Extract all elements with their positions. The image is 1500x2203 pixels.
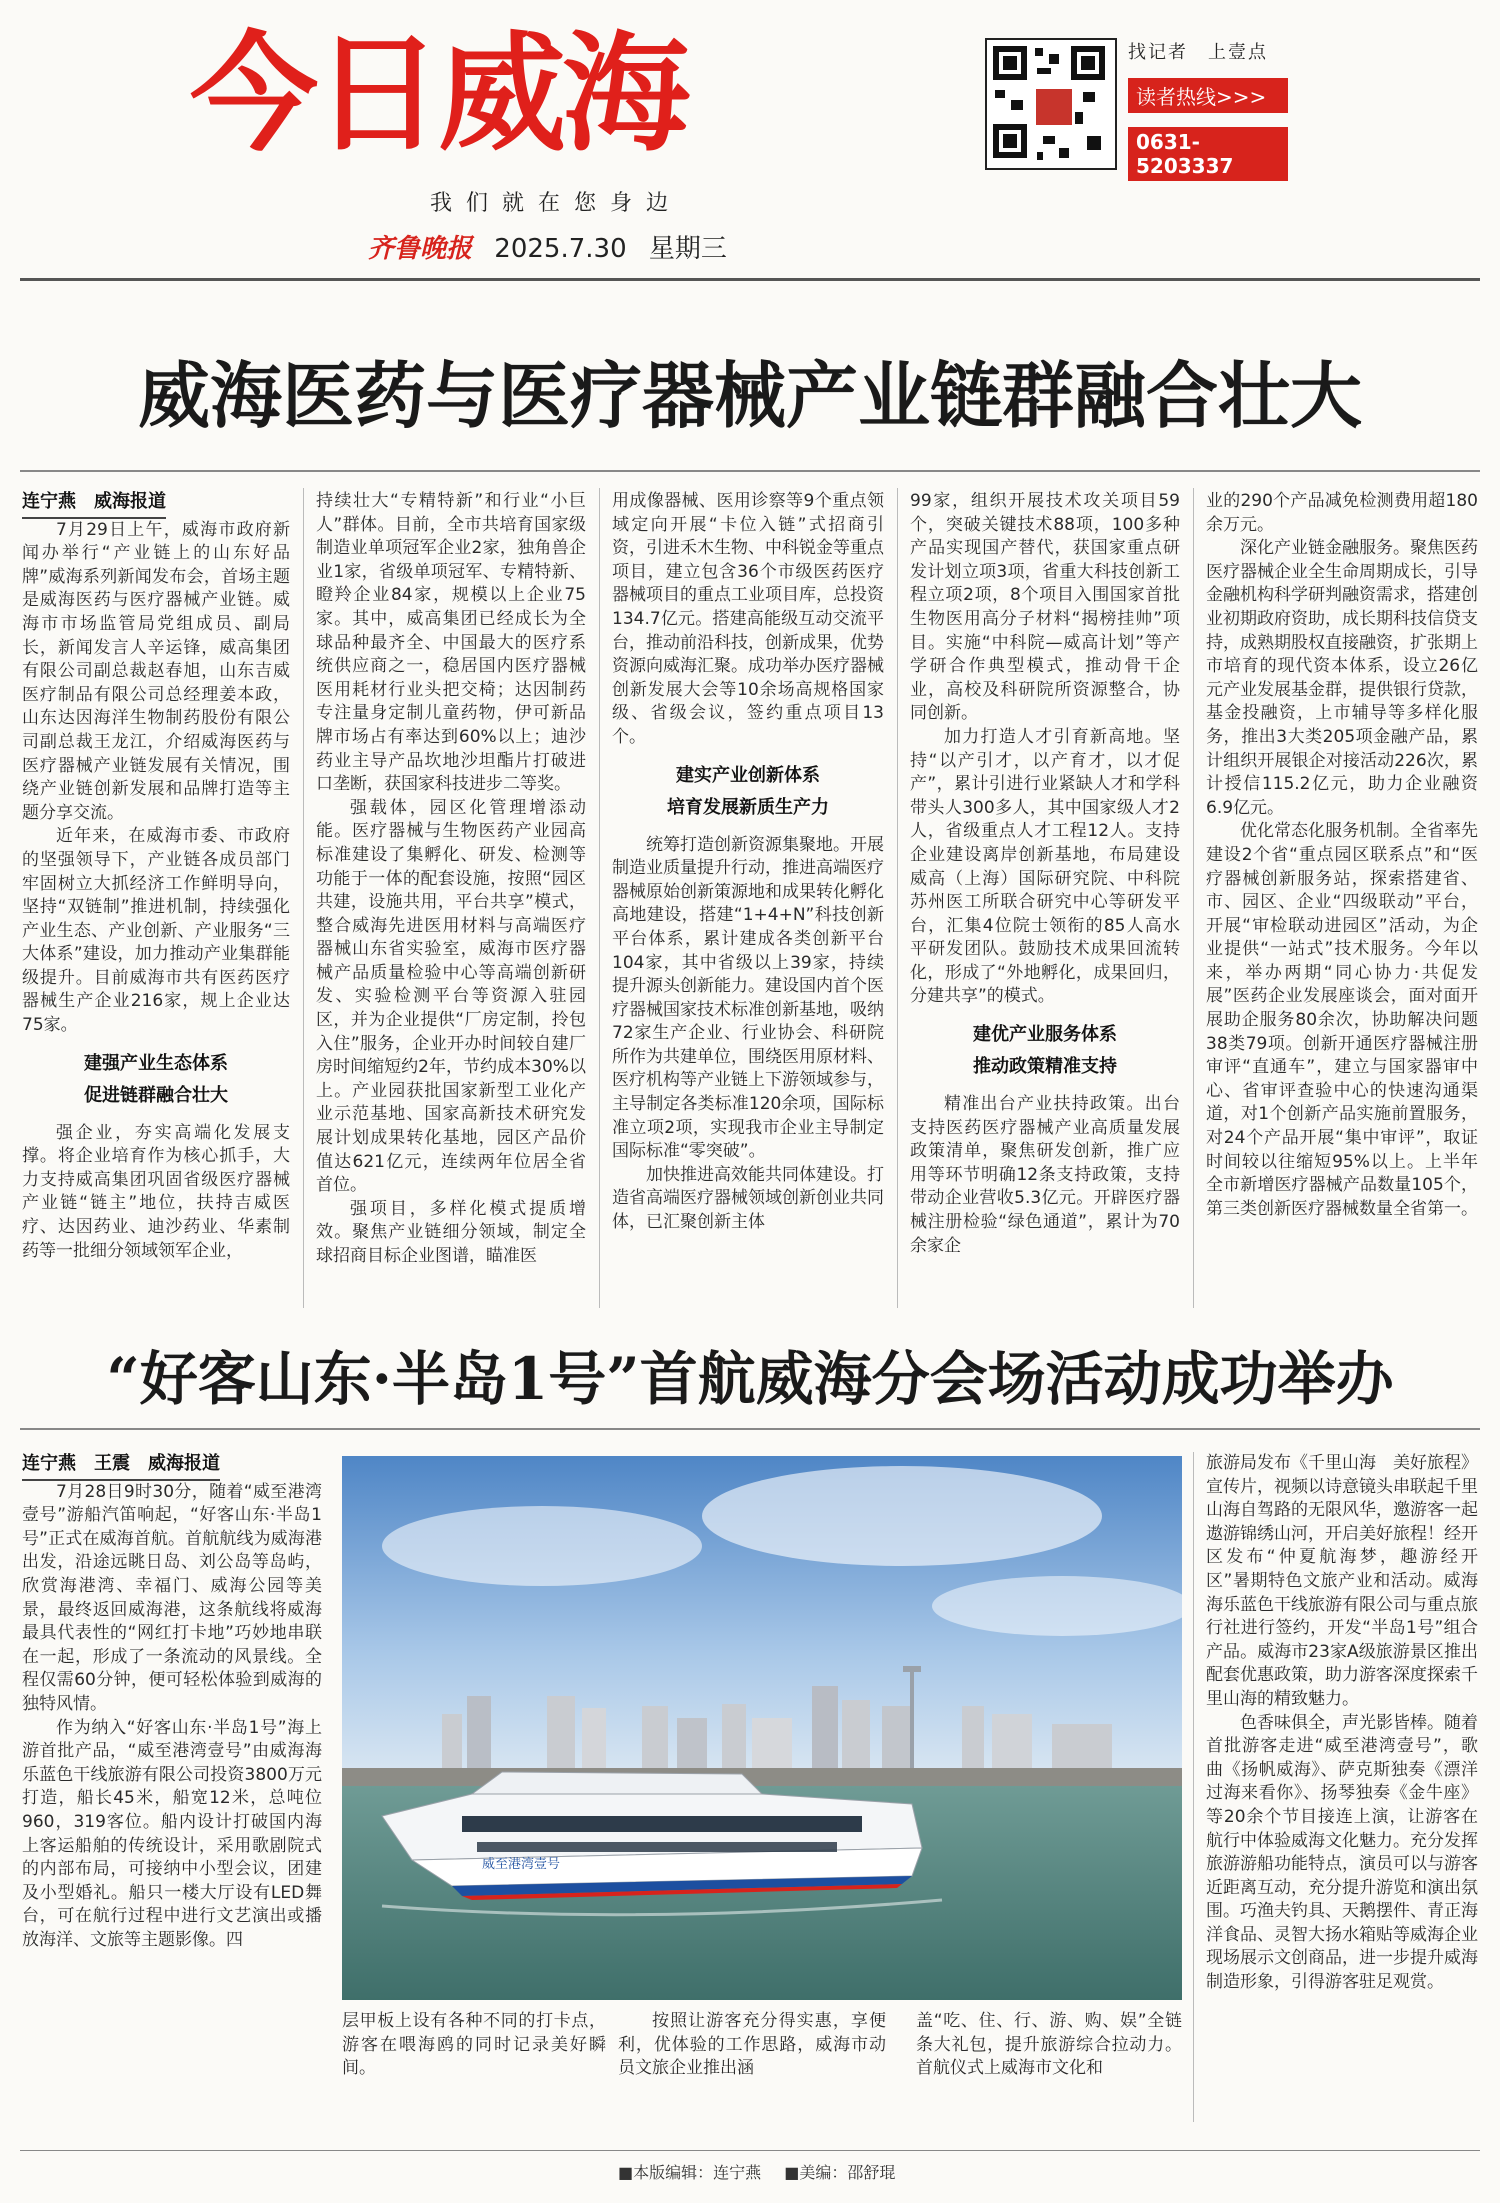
article1-byline: 连宁燕 威海报道	[22, 490, 166, 519]
article1-paragraph: 优化常态化服务机制。全省率先建设2个省“重点园区联系点”和“医疗器械创新服务站，探索搭建省、市、园区、企业“四级联动”平台，开展“审检联动进园区”活动，为企业提供“一站式”技术服务。今年以来，举办两期“同心协力·共促发展”医药企业发展座谈会，面对面开展助企服务80余次，协助解决问题38类79项。创新开通医疗器械注册审评“直通车”，建立与国家器审中心、省审评查验中心的快速沟通渠道，对1个创新产品实施前置服务，对24个产品开展“集中审评”，取证时间较以往缩短95%以上。上半年全市新增医疗器械产品数量105个，第三类创新医疗器械数量全省第一。	[1206, 821, 1478, 1219]
page-credits	[618, 2160, 913, 2183]
article1-paragraph: 用成像器械、医用诊察等9个重点领域定向开展“卡位入链”式招商引资，引进禾木生物、中科锐金等重点项目，建立包含36个市级医药医疗器械项目的重点工业项目库，总投资134.7亿元。搭建高能级互动交流平台，推动前沿科技，创新成果，优势资源向威海汇聚。成功举办医疗器械创新发展大会等10余场高规格国家级、省级会议，签约重点项目13个。	[612, 491, 884, 747]
headline-divider	[20, 1428, 1480, 1430]
article2-paragraph: 7月28日9时30分，随着“威至港湾壹号”游船汽笛响起，“好客山东·半岛1号”正式在威海首航。首航航线为威海港出发，沿途远眺日岛、刘公岛等岛屿，欣赏海港湾、幸福门、威海公园等美景，最终返回威海港，这条航线将威海最具代表性的“网红打卡地”巧妙地串联在一起，形成了一条流动的风景线。全程仅需60分钟，便可轻松体验到威海的独特风情。	[22, 1481, 322, 1714]
article2-column-4	[916, 2010, 1182, 2130]
article2-column-3	[618, 2010, 886, 2130]
headline-divider	[20, 470, 1480, 472]
article2-byline: 连宁燕 王震 威海报道	[22, 1452, 220, 1481]
subhead-line: 促进链群融合壮大	[84, 1084, 228, 1106]
article1-column-5	[1206, 490, 1478, 1320]
article2-headline: “好客山东·半岛1号”首航威海分会场活动成功举办	[106, 1345, 1394, 1413]
article1-paragraph: 7月29日上午，威海市政府新闻办举行“产业链上的山东好品牌”威海系列新闻发布会，首场主题是威海医药与医疗器械产业链。威海市市场监管局党组成员、副局长，新闻发言人辛运锋，威高集团有限公司副总裁赵春旭，山东吉威医疗制品有限公司总经理姜本政，山东达因海洋生物制药股份有限公司副总裁王龙江，介绍威海医药与医疗器械产业链发展有关情况，围绕产业链创新发展和品牌打造等主题分享交流。	[22, 519, 290, 823]
article2-column-2	[342, 2010, 606, 2130]
article1-paragraph: 加快推进高效能共同体建设。打造省高端医疗器械领域创新创业共同体，已汇聚创新主体	[612, 1164, 884, 1233]
article1-paragraph: 精准出台产业扶持政策。出台支持医药医疗器械产业高质量发展政策清单，聚焦研发创新，推广应用等环节明确12条支持政策，支持带动企业营收5.3亿元。开辟医疗器械注册检验“绿色通道”，累计为70余家企	[910, 1094, 1180, 1256]
article2-column-1	[22, 1452, 322, 2124]
article2-paragraph: 层甲板上设有各种不同的打卡点，游客在喂海鸥的同时记录美好瞬间。	[342, 2011, 606, 2079]
footer-divider	[20, 2150, 1480, 2151]
contact-reporter-text: 找记者 上壹点	[1128, 42, 1268, 63]
subhead-line: 培育发展新质生产力	[667, 796, 829, 818]
article1-column-1	[22, 490, 290, 1320]
article1-paragraph: 近年来，在威海市委、市政府的坚强领导下，产业链各成员部门牢固树立大抓经济工作鲜明导向，坚持“双链制”推进机制，持续强化产业生态、产业创新、产业服务“三大体系”建设，加力推动产业集群能级提升。目前威海市共有医药医疗器械生产企业216家，规上企业达75家。	[22, 826, 290, 1036]
editor-credit: ■本版编辑：连宁燕	[618, 2163, 762, 2182]
article2-paragraph: 盖“吃、住、行、游、购、娱”全链条大礼包，提升旅游综合拉动力。首航仪式上威海市文化和	[916, 2011, 1182, 2079]
article1-subhead	[910, 1019, 1180, 1083]
article1-paragraph: 深化产业链金融服务。聚焦医药医疗器械企业全生命周期成长，引导金融机构科学研判融资需求，搭建创业初期政府资助，成长期科技信贷支持，成熟期股权直接融资，扩张期上市培育的现代资本体系，设立26亿元产业发展基金群，提供银行贷款，基金投融资，上市辅导等多样化服务，推出3大类205项金融产品，累计组织开展银企对接活动226次，累计授信115.2亿元，助力企业融资6.9亿元。	[1206, 538, 1478, 818]
column-divider	[599, 488, 600, 1308]
issue-date: 2025.7.30	[494, 234, 627, 264]
designer-credit: ■美编：邵舒琨	[784, 2163, 896, 2182]
article1-paragraph: 业的290个产品减免检测费用超180余万元。	[1206, 491, 1478, 535]
slogan: 我们就在您身边	[430, 191, 683, 216]
article1-paragraph: 强载体，园区化管理增添动能。医疗器械与生物医药产业园高标准建设了集孵化、研发、检测等功能于一体的配套设施，按照“园区共建，设施共用，平台共享”模式，整合威海先进医用材料与高端医疗器械山东省实验室，威海市医疗器械产品质量检验中心等高端创新研发、实验检测平台等资源入驻园区，并为企业提供“厂房定制，拎包入住”服务，企业开办时间较自建厂房时间缩短约2年，节约成本30%以上。产业园获批国家新型工业化产业示范基地、国家高新技术研究发展计划成果转化基地，园区产品价值达621亿元，连续两年位居全省首位。	[316, 797, 586, 1196]
column-divider	[1193, 1452, 1194, 2122]
subhead-line: 建强产业生态体系	[84, 1052, 228, 1074]
column-divider	[303, 488, 304, 1308]
newspaper-logo: 今日威海	[190, 20, 687, 169]
article1-paragraph: 强企业，夯实高端化发展支撑。将企业培育作为核心抓手，大力支持威高集团巩固省级医疗器械产业链“链主”地位，扶持吉威医疗、达因药业、迪沙药业、华素制药等一批细分领域领军企业，	[22, 1122, 290, 1261]
article1-paragraph: 统筹打造创新资源集聚地。开展制造业质量提升行动，推进高端医疗器械原始创新策源地和成果转化孵化高地建设，搭建“1+4+N”科技创新平台体系，累计建成各类创新平台104家，其中省级以上39家，持续提升源头创新能力。建设国内首个医疗器械国家技术标准创新基地，吸纳72家生产企业、行业协会、科研院所作为共建单位，围绕医用原材料、医疗机构等产业链上下游领域参与，主导制定各类标准120余项，国际标准立项2项，实现我市企业主导制定国际标准“零突破”。	[612, 834, 884, 1162]
article1-paragraph: 强项目，多样化模式提质增效。聚焦产业链细分领域，制定全球招商目标企业图谱，瞄准医	[316, 1198, 586, 1266]
issue-weekday: 星期三	[648, 234, 727, 264]
article1-paragraph: 加力打造人才引育新高地。坚持“以产引才，以产育才，以才促产”，累计引进行业紧缺人才和学科带头人300多人，其中国家级人才2人，省级重点人才工程12人。支持企业建设离岸创新基地，布局建设威高（上海）国际研究院、中科院苏州医工所联合研究中心等研发平台，汇集4位院士领衔的85人高水平研发团队。鼓励技术成果回流转化，形成了“外地孵化，成果回归，分建共享”的模式。	[910, 726, 1180, 1007]
subhead-line: 建实产业创新体系	[676, 764, 820, 786]
paper-name: 齐鲁晚报	[368, 234, 473, 264]
hotline-label: 读者热线>>>	[1128, 78, 1288, 113]
qr-code-icon[interactable]	[985, 38, 1117, 170]
article1-column-3	[612, 490, 884, 1320]
boat-name-label: 威至港湾壹号	[482, 1857, 561, 1872]
article1-subhead	[612, 760, 884, 824]
article2-paragraph: 作为纳入“好客山东·半岛1号”海上游首批产品，“威至港湾壹号”由威海海乐蓝色干线旅游有限公司投资3800万元打造，船长45米，船宽12米，总吨位960，319客位。船内设计打破国内海上客运船舶的传统设计，采用歌剧院式的内部布局，可接纳中小型会议，团建及小型婚礼。船只一楼大厅设有LED舞台，可在航行过程中进行文艺演出或播放海洋、文旅等主题影像。四	[22, 1717, 322, 1950]
article2-column-5	[1206, 1452, 1478, 2124]
article2-paragraph: 色香味俱全，声光影皆棒。随着首批游客走进“威至港湾壹号”，歌曲《扬帆威海》、萨克斯独奏《漂洋过海来看你》、扬琴独奏《金牛座》等20余个节目接连上演，让游客在航行中体验威海文化魅力。充分发挥旅游游船功能特点，演员可以与游客近距离互动，充分提升游览和演出氛围。巧渔夫钓具、天鹅摆件、青正海洋食品、灵智大扬水箱贴等威海企业现场展示文创商品，进一步提升威海制造形象，引得游客驻足观赏。	[1206, 1712, 1478, 1993]
hotline-phone[interactable]: 0631-5203337	[1128, 127, 1288, 181]
column-divider	[897, 488, 898, 1308]
reader-contact-box	[1128, 38, 1288, 181]
subhead-line: 建优产业服务体系	[973, 1024, 1117, 1046]
ferry-photo	[342, 1456, 1182, 2000]
article1-subhead	[22, 1048, 290, 1112]
article1-paragraph: 持续壮大“专精特新”和行业“小巨人”群体。目前，全市共培育国家级制造业单项冠军企业2家，独角兽企业1家，省级单项冠军、专精特新、瞪羚企业84家，规模以上企业75家。其中，威高集团已经成长为全球品种最齐全、中国最大的医疗系统供应商之一，稳居国内医疗器械医用耗材行业头把交椅；达因制药专注量身定制儿童药物，伊可新品牌市场占有率达到60%以上；迪沙药业主导产品坎地沙坦酯片打破进口垄断，获国家科技进步二等奖。	[316, 491, 586, 795]
ferry-photo-image	[342, 1456, 1182, 2000]
article1-headline: 威海医药与医疗器械产业链群融合壮大	[137, 353, 1362, 438]
article1-column-2	[316, 490, 586, 1320]
subhead-line: 推动政策精准支持	[973, 1056, 1117, 1078]
article2-paragraph: 按照让游客充分得实惠，享便利，优体验的工作思路，威海市动员文旅企业推出涵	[618, 2011, 886, 2079]
article2-paragraph: 旅游局发布《千里山海 美好旅程》宣传片，视频以诗意镜头串联起千里山海自驾路的无限风华，邀游客一起遨游锦绣山河，开启美好旅程！经开区发布“仲夏航海梦，趣游经开区”暑期特色文旅产业和活动。威海海乐蓝色干线旅游有限公司与重点旅行社进行签约，开发“半岛1号”组合产品。威海市23家A级旅游景区推出配套优惠政策，助力游客深度探索千里山海的精致魅力。	[1206, 1453, 1478, 1709]
issue-line	[368, 228, 727, 265]
article1-column-4	[910, 490, 1180, 1320]
article1-paragraph: 99家，组织开展技术攻关项目59个，突破关键技术88项，100多种产品实现国产替代，获国家重点研发计划立项3项，省重大科技创新工程立项2项，8个项目入围国家首批生物医用高分子材料“揭榜挂帅”项目。实施“中科院—威高计划”等产学研合作典型模式，推动骨干企业，高校及科研院所资源整合，协同创新。	[910, 491, 1180, 724]
column-divider	[1193, 488, 1194, 1308]
masthead-divider	[20, 278, 1480, 281]
